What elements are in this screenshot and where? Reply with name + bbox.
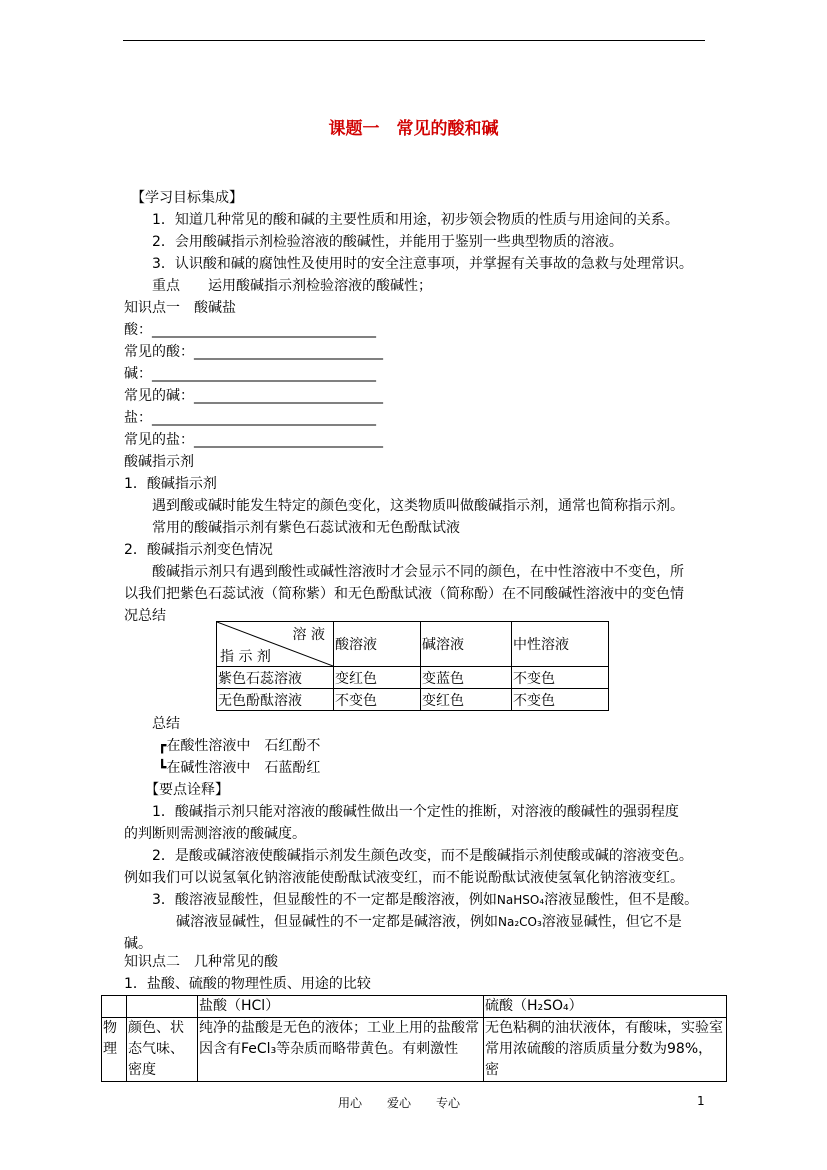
table-cell: 变红色	[421, 689, 512, 711]
key-point-1a: 1．酸碱指示剂只能对溶液的酸碱性做出一个定性的推断，对溶液的酸碱性的强弱程度	[152, 804, 679, 820]
knowledge-point-2: 知识点二 几种常见的酸	[124, 954, 278, 970]
formula-nahso4: NaHSO₄	[496, 893, 545, 907]
indicator-color-table	[216, 621, 609, 711]
column-header-neutral: 中性溶液	[512, 622, 609, 667]
summary-line-1	[158, 735, 320, 757]
footer-text-1: 用心	[338, 1096, 363, 1110]
summary-base-text: 在碱性溶液中 石蓝酚红	[166, 760, 321, 776]
indicator-heading: 酸碱指示剂	[124, 454, 194, 470]
indicator-common: 常用的酸碱指示剂有紫色石蕊试液和无色酚酞试液	[152, 520, 460, 536]
bracket-top-icon: ┏	[158, 738, 167, 754]
hcl-physical-properties: 纯净的盐酸是无色的液体；工业上用的盐酸常因含有FeCl₃等杂质而略带黄色。有刺激性	[198, 1018, 484, 1082]
goal-3: 3．认识酸和碱的腐蚀性及使用时的安全注意事项，并掌握有关事故的急救与处理常识。	[152, 256, 693, 272]
blank-common-salt: 常见的盐：___________________________	[124, 432, 383, 448]
row-label-properties: 颜色、状态气味、密度	[127, 1018, 198, 1082]
table-diagonal-header-cell	[217, 622, 334, 667]
row-name: 紫色石蕊溶液	[217, 667, 334, 689]
key-focus: 重点 运用酸碱指示剂检验溶液的酸碱性；	[152, 278, 432, 294]
header-indicator-label: 指 示 剂	[220, 649, 271, 665]
header-solution-label: 溶 液	[292, 627, 325, 643]
key-point-3b-tail: 溶液显碱性，但它不是	[541, 914, 682, 930]
acid-comparison-heading: 1．盐酸、硫酸的物理性质、用途的比较	[124, 976, 371, 992]
table-cell: 不变色	[512, 667, 609, 689]
table-cell: 不变色	[334, 689, 421, 711]
column-header-acid: 酸溶液	[334, 622, 421, 667]
key-point-1b: 的判断则需测溶液的酸碱度。	[124, 826, 306, 842]
table-cell: 不变色	[512, 689, 609, 711]
table-cell: 变蓝色	[421, 667, 512, 689]
indicator-definition: 遇到酸或碱时能发生特定的颜色变化，这类物质叫做酸碱指示剂，通常也简称指示剂。	[152, 498, 684, 514]
key-point-3a-tail: 溶液显酸性，但不是酸。	[544, 892, 699, 908]
key-points-heading: 【要点诠释】	[145, 782, 229, 798]
key-point-2b: 例如我们可以说氢氧化钠溶液能使酚酞试液变红，而不能说酚酞试液使氢氧化钠溶液变红。	[124, 870, 684, 886]
indicator-para-line-1: 酸碱指示剂只有遇到酸性或碱性溶液时才会显示不同的颜色，在中性溶液中不变色，所	[152, 564, 684, 580]
footer-text-3: 专心	[436, 1096, 461, 1110]
knowledge-point-1: 知识点一 酸碱盐	[124, 300, 236, 316]
acid-comparison-table	[101, 995, 727, 1082]
indicator-para-line-3: 况总结	[124, 608, 166, 624]
indicator-sub-1: 1．酸碱指示剂	[124, 476, 217, 492]
key-point-2a: 2．是酸或碱溶液使酸碱指示剂发生颜色改变，而不是酸碱指示剂使酸或碱的溶液变色。	[152, 848, 693, 864]
summary-label: 总结	[152, 716, 180, 732]
key-point-3b	[176, 911, 682, 933]
blank-acid: 酸：________________________________	[124, 322, 376, 338]
column-header-h2so4: 硫酸（H₂SO₄）	[484, 996, 727, 1018]
key-point-3c: 碱。	[124, 936, 152, 952]
row-name: 无色酚酞溶液	[217, 689, 334, 711]
blank-base: 碱：________________________________	[124, 366, 376, 382]
footer-text-2: 爱心	[387, 1096, 412, 1110]
blank-salt: 盐：________________________________	[124, 410, 376, 426]
column-header-hcl: 盐酸（HCl）	[198, 996, 484, 1018]
indicator-para-line-2: 以我们把紫色石蕊试液（简称紫）和无色酚酞试液（简称酚）在不同酸碱性溶液中的变色情	[124, 586, 684, 602]
blank-common-acid: 常见的酸：___________________________	[124, 344, 383, 360]
formula-na2co3: Na₂CO₃	[498, 915, 542, 929]
indicator-sub-2: 2．酸碱指示剂变色情况	[124, 542, 273, 558]
header-rule	[123, 40, 705, 41]
bracket-bottom-icon: ┗	[158, 760, 167, 776]
page-number: 1	[697, 1094, 705, 1108]
key-point-3a	[152, 889, 698, 911]
summary-acid-text: 在酸性溶液中 石红酚不	[166, 738, 321, 754]
blank-common-base: 常见的碱：___________________________	[124, 388, 383, 404]
goal-1: 1．知道几种常见的酸和碱的主要性质和用途，初步领会物质的性质与用途间的关系。	[152, 212, 679, 228]
key-point-3a-text: 3．酸溶液显酸性，但显酸性的不一定都是酸溶液，例如	[152, 892, 497, 908]
summary-line-2	[158, 757, 320, 779]
empty-cell	[102, 996, 127, 1018]
h2so4-physical-properties: 无色粘稠的油状液体，有酸味，实验室常用浓硫酸的溶质质量分数为98%，密	[484, 1018, 727, 1082]
table-row	[217, 667, 609, 689]
column-header-base: 碱溶液	[421, 622, 512, 667]
empty-cell	[127, 996, 198, 1018]
goal-2: 2．会用酸碱指示剂检验溶液的酸碱性，并能用于鉴别一些典型物质的溶液。	[152, 234, 623, 250]
row-group-physical: 物理	[102, 1018, 127, 1082]
section-heading-goals: 【学习目标集成】	[131, 190, 243, 206]
page-title: 课题一 常见的酸和碱	[328, 119, 499, 139]
table-cell: 变红色	[334, 667, 421, 689]
table-row	[217, 689, 609, 711]
key-point-3b-text: 碱溶液显碱性，但显碱性的不一定都是碱溶液，例如	[176, 914, 498, 930]
